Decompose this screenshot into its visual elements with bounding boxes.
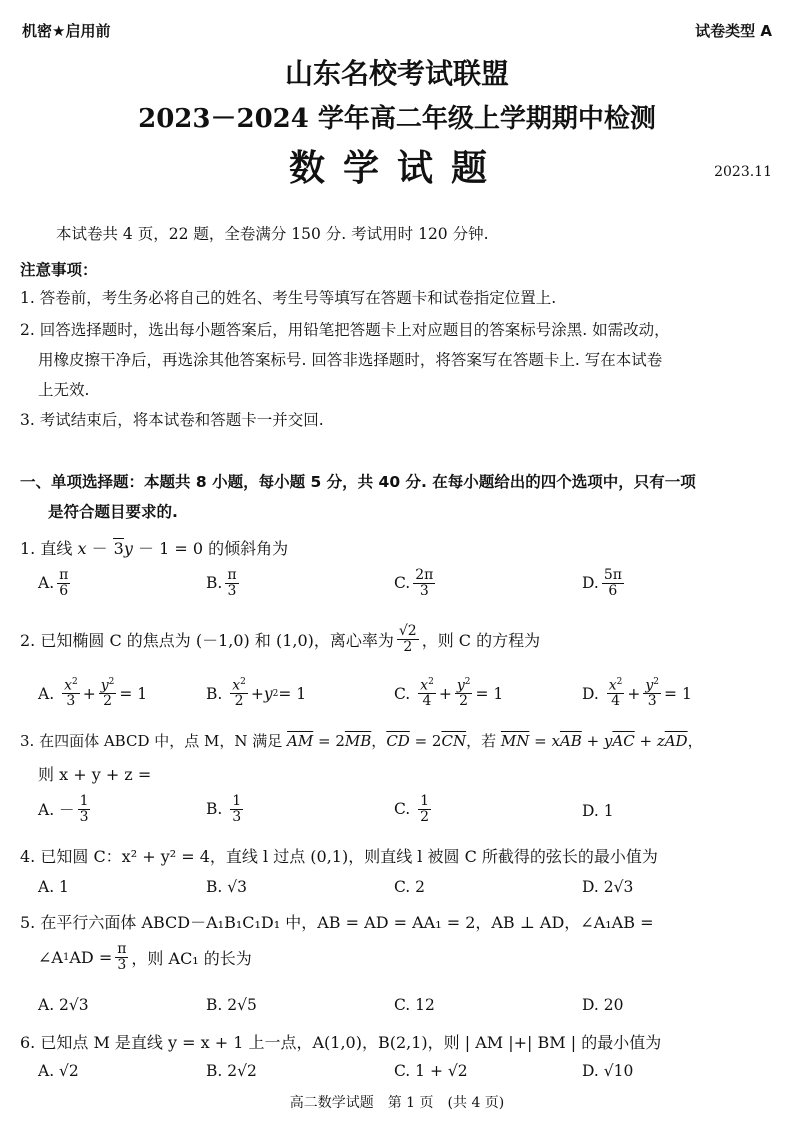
exam-title-org: 山东名校考试联盟 [284,57,509,90]
question-3-stem-line-2: 则 x + y + z = [38,765,152,784]
question-2-option-c[interactable]: C. $\frac{x^2}{4}$ + $\frac{y^2}{2}$ = 1 [394,677,504,710]
question-4-option-a[interactable]: A. 1 [38,878,69,896]
exam-title-term: 2023－2024 学年高二年级上学期期中检测 [138,104,656,134]
question-5-stem-line-2: ∠A 1 AD = $\frac{\pi}{3}$ ，则 AC₁ 的长为 [38,941,252,973]
question-3-option-d[interactable]: D. 1 [582,802,614,820]
question-4-option-c[interactable]: C. 2 [394,878,426,896]
exam-title-subject: 数学试题 [288,147,505,189]
question-5-stem: 5. 在平行六面体 ABCD－A₁B₁C₁D₁ 中，AB = AD = AA₁ = 2，AB ⊥ AD，∠A₁AB = [20,913,654,932]
question-1-option-a[interactable]: A. $\frac{\pi}{6}$ [38,567,69,599]
question-4-stem: 4. 已知圆 C：x² + y² = 4，直线 l 过点 (0,1)，则直线 l 被圆 C 所截得的弦长的最小值为 [20,847,658,866]
question-1-option-d[interactable]: D. $\frac{5\pi}{6}$ [582,567,622,599]
note-2-line-2: 用橡皮擦干净后，再选涂其他答案标号. 回答非选择题时，将答案写在答题卡上. 写在本试卷 [38,351,663,369]
question-5-option-b[interactable]: B. 2√5 [206,996,257,1014]
question-2-option-a[interactable]: A. $\frac{x^2}{3}$ + $\frac{y^2}{2}$ = 1 [38,677,148,710]
note-1: 1. 答卷前，考生务必将自己的姓名、考生号等填写在答题卡和试卷指定位置上. [20,289,557,307]
page-footer: 高二数学试题 第 1 页 (共 4 页) [289,1095,505,1111]
question-6-option-a[interactable]: A. √2 [38,1062,79,1080]
question-5-option-a[interactable]: A. 2√3 [38,996,89,1014]
exam-date: 2023.11 [714,164,772,180]
question-5-option-c[interactable]: C. 12 [394,996,435,1014]
question-6-stem: 6. 已知点 M 是直线 y = x + 1 上一点，A(1,0)，B(2,1)，则 | AM |+| BM | 的最小值为 [20,1033,662,1052]
question-1-option-b[interactable]: B. $\frac{\pi}{3}$ [206,567,237,599]
question-2-option-b[interactable]: B. $\frac{x^2}{2}$ + y 2 = 1 [206,677,307,710]
question-6-option-d[interactable]: D. √10 [582,1062,634,1080]
notes-heading: 注意事项： [20,261,98,279]
question-3-option-a[interactable]: A. － $\frac{1}{3}$ [38,793,89,825]
question-3-stem: 3. 在四面体 ABCD 中，点 M，N 满足 $\overline{AM} = 2\overline{MB}$，$\overline{CD} = 2\overline{CN}$，若 $\overline{MN} = x\overline{AB} + y\overline{AC} + z\overline{AD}$， [20,732,703,750]
question-2-option-d[interactable]: D. $\frac{x^2}{4}$ + $\frac{y^2}{3}$ = 1 [582,677,692,710]
question-1-stem: 1. 直线 x － 3y － 1 = 0 的倾斜角为 [20,539,289,558]
note-2-line-1: 2. 回答选择题时，选出每小题答案后，用铅笔把答题卡上对应题目的答案标号涂黑. 如需改动， [20,321,670,339]
intro-text: 本试卷共 4 页，22 题，全卷满分 150 分. 考试用时 120 分钟. [56,225,489,243]
question-3-option-b[interactable]: B. $\frac{1}{3}$ [206,793,242,825]
question-6-option-c[interactable]: C. 1 + √2 [394,1062,468,1080]
section-1-heading-line-2: 是符合题目要求的. [48,503,178,521]
question-3-option-c[interactable]: C. $\frac{1}{2}$ [394,793,430,825]
paper-type-label: 试卷类型 A [695,22,772,40]
question-2-stem: 2. 已知椭圆 C 的焦点为 (－1,0) 和 (1,0)，离心率为 $\frac{√2}{2}$ ，则 C 的方程为 [20,623,541,655]
section-1-heading-line-1: 一、单项选择题：本题共 8 小题，每小题 5 分，共 40 分. 在每小题给出的四个选项中，只有一项 [20,473,696,491]
question-4-option-b[interactable]: B. √3 [206,878,247,896]
question-1-option-c[interactable]: C. $\frac{2\pi}{3}$ [394,567,434,599]
question-4-option-d[interactable]: D. 2√3 [582,878,634,896]
note-2-line-3: 上无效. [38,381,90,399]
confidential-label: 机密★启用前 [22,22,111,40]
question-5-option-d[interactable]: D. 20 [582,996,624,1014]
question-6-option-b[interactable]: B. 2√2 [206,1062,257,1080]
note-3: 3. 考试结束后，将本试卷和答题卡一并交回. [20,411,324,429]
